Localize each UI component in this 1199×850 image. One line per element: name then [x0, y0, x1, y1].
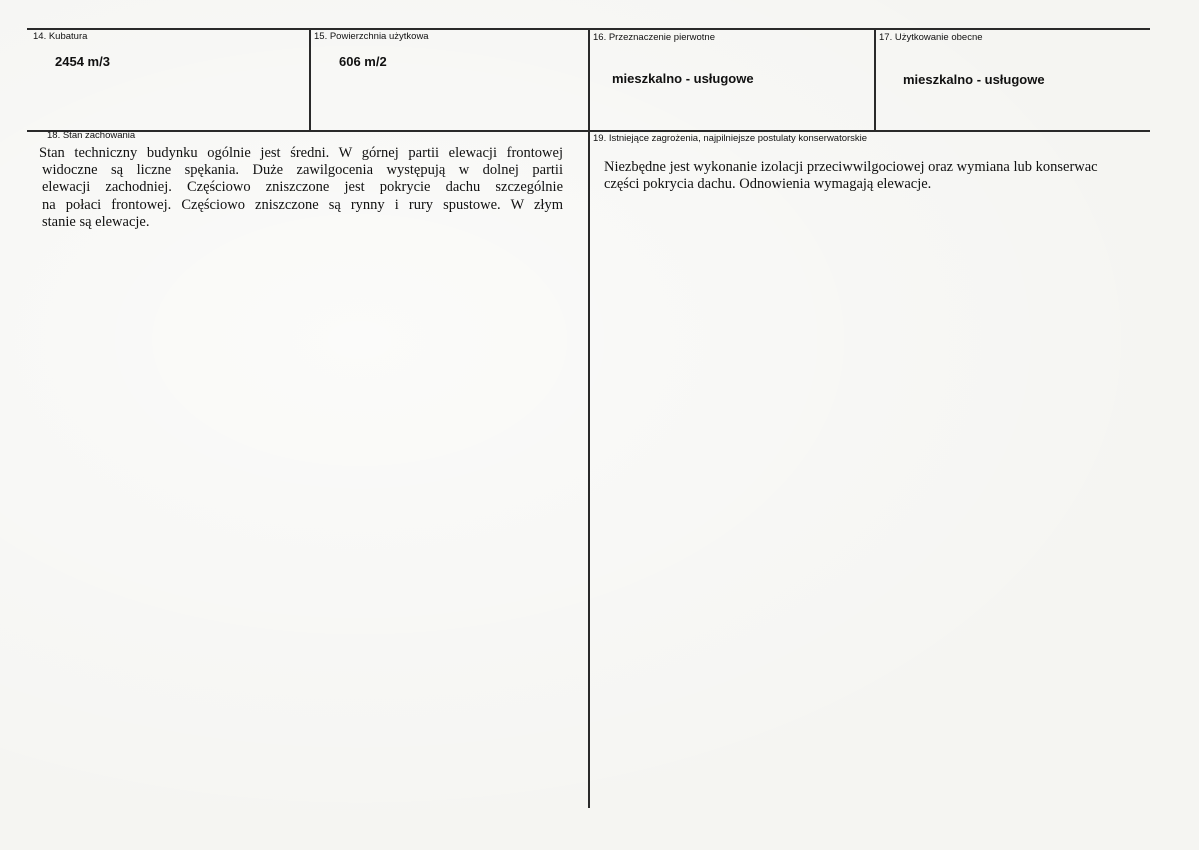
field-16-value: mieszkalno - usługowe — [612, 71, 754, 86]
field-18-line: na połaci frontowej. Częściowo zniszczone są rynny i rury spustowe. W złym — [42, 196, 563, 213]
field-18-text — [39, 145, 563, 231]
col-divider-3 — [874, 28, 876, 130]
field-18-line: stanie są elewacje. — [42, 213, 150, 230]
field-19-label: 19. Istniejące zagrożenia, najpilniejsze postulaty konserwatorskie — [593, 133, 868, 144]
field-17-label: 17. Użytkowanie obecne — [879, 32, 983, 43]
field-19-line: części pokrycia dachu. Odnowienia wymagają elewacje. — [604, 176, 932, 193]
field-15-value: 606 m/2 — [339, 54, 387, 69]
field-14-label: 14. Kubatura — [33, 31, 88, 42]
field-16-label: 16. Przeznaczenie pierwotne — [593, 32, 715, 43]
field-17-value: mieszkalno - usługowe — [903, 72, 1045, 87]
field-18-line: Stan techniczny budynku ogólnie jest średni. W górnej partii elewacji frontowej — [39, 145, 563, 161]
field-18-label: 18. Stan zachowania — [47, 130, 136, 141]
field-19-text — [604, 159, 1149, 193]
field-15-label: 15. Powierzchnia użytkowa — [314, 31, 429, 42]
field-14-value: 2454 m/3 — [55, 54, 110, 69]
col-divider-1 — [309, 28, 311, 130]
field-18-line: widoczne są liczne spękania. Duże zawilgocenia występują w dolnej partii — [42, 162, 563, 179]
col-divider-center — [588, 28, 590, 808]
field-19-line: Niezbędne jest wykonanie izolacji przeciwwilgociowej oraz wymiana lub konserwac — [604, 159, 1098, 175]
field-18-line: elewacji zachodniej. Częściowo zniszczone jest pokrycie dachu szczególnie — [42, 179, 563, 196]
